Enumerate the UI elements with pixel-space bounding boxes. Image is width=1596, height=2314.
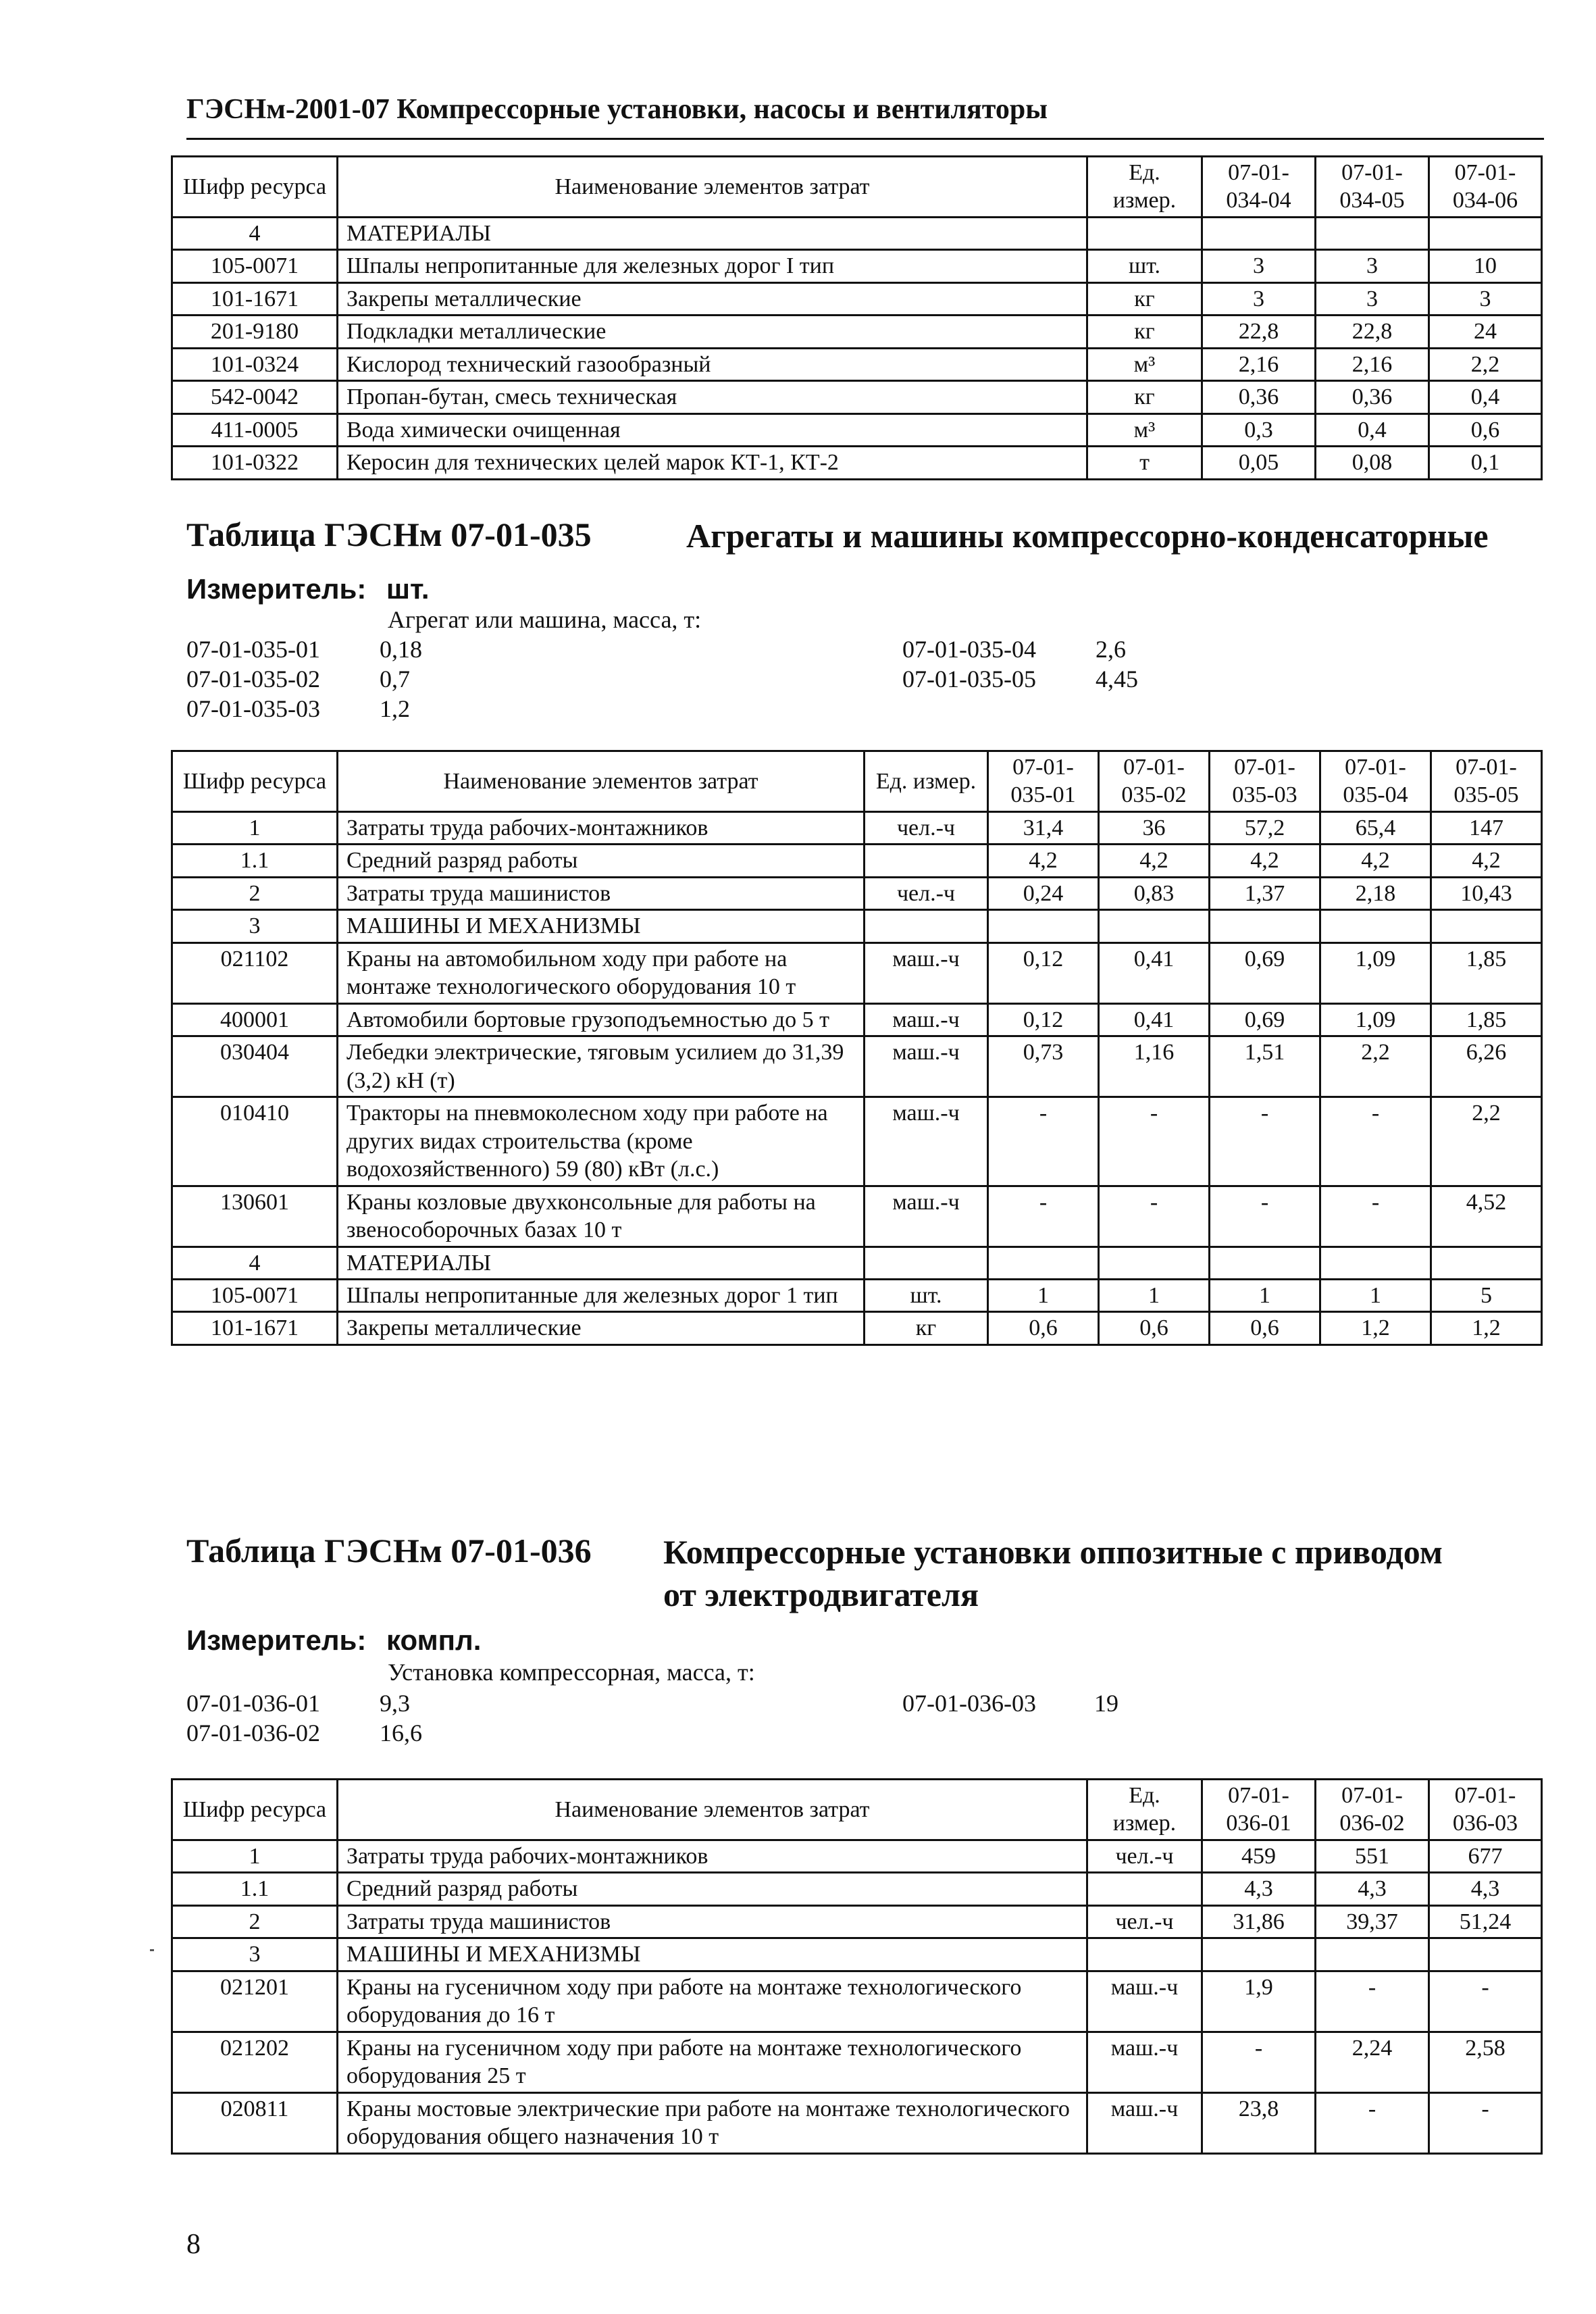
value-cell: 65,4 xyxy=(1320,811,1431,844)
value-cell: 2,24 xyxy=(1316,2032,1429,2092)
value-036-03: 19 xyxy=(1094,1690,1118,1717)
table-row xyxy=(172,1036,1542,1097)
value-cell: - xyxy=(1210,1097,1320,1186)
code-035-05: 07-01-035-05 xyxy=(902,665,1036,693)
unit-cell: маш.-ч xyxy=(865,1186,988,1247)
value-cell: 2,18 xyxy=(1320,877,1431,909)
value-cell: - xyxy=(1210,1186,1320,1247)
column-header: 07-01-035-05 xyxy=(1431,751,1542,812)
value-cell xyxy=(1429,1938,1542,1971)
cost-element-cell: МАТЕРИАЛЫ xyxy=(338,1247,865,1279)
resource-code-cell: 130601 xyxy=(172,1186,338,1247)
resource-table-034 xyxy=(171,155,1543,480)
unit-cell: маш.-ч xyxy=(1087,2032,1202,2092)
value-cell: - xyxy=(1099,1097,1210,1186)
value-cell: 3 xyxy=(1316,250,1429,282)
column-header: Ед. измер. xyxy=(1087,1780,1202,1840)
value-cell: 0,4 xyxy=(1316,413,1429,446)
unit-cell: маш.-ч xyxy=(865,1097,988,1186)
column-header: 07-01-036-02 xyxy=(1316,1780,1429,1840)
table-035-name: Агрегаты и машины компрессорно-конденсаторные xyxy=(686,517,1489,555)
unit-cell xyxy=(865,845,988,877)
value-cell: 3 xyxy=(1202,282,1316,315)
table-header-row xyxy=(172,1780,1542,1840)
value-cell: 5 xyxy=(1431,1279,1542,1311)
resource-code-cell: 400001 xyxy=(172,1003,338,1036)
unit-cell: кг xyxy=(865,1312,988,1344)
value-cell: 0,1 xyxy=(1429,447,1542,479)
value-036-01: 9,3 xyxy=(380,1690,410,1717)
table-row xyxy=(172,1971,1542,2032)
resource-code-cell: 542-0042 xyxy=(172,381,338,413)
value-cell: 4,2 xyxy=(988,845,1099,877)
value-cell: 3 xyxy=(1202,250,1316,282)
resource-code-cell: 101-1671 xyxy=(172,282,338,315)
value-cell: 4,2 xyxy=(1431,845,1542,877)
cost-element-cell: Затраты труда машинистов xyxy=(338,1905,1087,1938)
value-cell xyxy=(1316,1938,1429,1971)
value-cell: 459 xyxy=(1202,1840,1316,1872)
table-row xyxy=(172,1097,1542,1186)
resource-code-cell: 3 xyxy=(172,1938,338,1971)
table-036-name-line2: от электродвигателя xyxy=(663,1575,979,1613)
value-035-01: 0,18 xyxy=(380,636,422,663)
value-cell xyxy=(1099,1247,1210,1279)
measure-label: Измеритель: xyxy=(186,573,367,605)
table-header-row xyxy=(172,751,1542,812)
value-cell: - xyxy=(1429,1971,1542,2032)
value-cell: 2,58 xyxy=(1429,2032,1542,2092)
cost-element-cell: Пропан-бутан, смесь техническая xyxy=(338,381,1087,413)
value-cell: 1,16 xyxy=(1099,1036,1210,1097)
resource-code-cell: 1.1 xyxy=(172,845,338,877)
table-header-row xyxy=(172,157,1542,218)
cost-element-cell: МАШИНЫ И МЕХАНИЗМЫ xyxy=(338,1938,1087,1971)
resource-table-036 xyxy=(171,1778,1543,2155)
table-035-id: Таблица ГЭСНм 07-01-035 xyxy=(186,515,592,553)
table-row xyxy=(172,1279,1542,1311)
cost-element-cell: Вода химически очищенная xyxy=(338,413,1087,446)
value-cell: 0,41 xyxy=(1099,942,1210,1003)
cost-element-cell: Автомобили бортовые грузоподъемностью до 5 т xyxy=(338,1003,865,1036)
column-header: Шифр ресурса xyxy=(172,751,338,812)
value-cell: 51,24 xyxy=(1429,1905,1542,1938)
value-cell: 4,52 xyxy=(1431,1186,1542,1247)
value-cell xyxy=(1431,910,1542,942)
value-cell: - xyxy=(1320,1097,1431,1186)
table-row xyxy=(172,845,1542,877)
value-cell: 24 xyxy=(1429,316,1542,348)
value-cell: 2,16 xyxy=(1316,348,1429,380)
unit-cell xyxy=(865,1247,988,1279)
unit-cell: маш.-ч xyxy=(1087,2092,1202,2153)
value-cell: 1,85 xyxy=(1431,1003,1542,1036)
value-cell xyxy=(988,1247,1099,1279)
value-cell xyxy=(988,910,1099,942)
value-cell: - xyxy=(1429,2092,1542,2153)
value-cell xyxy=(1316,217,1429,249)
unit-cell: чел.-ч xyxy=(1087,1905,1202,1938)
resource-code-cell: 101-1671 xyxy=(172,1312,338,1344)
value-cell: 0,69 xyxy=(1210,1003,1320,1036)
cost-element-cell: Тракторы на пневмоколесном ходу при работе на других видах строительства (кроме водохозяйственного) 59 (80) кВт (л.с.) xyxy=(338,1097,865,1186)
value-cell xyxy=(1320,910,1431,942)
table-row xyxy=(172,217,1542,249)
value-cell: 39,37 xyxy=(1316,1905,1429,1938)
value-cell: 2,2 xyxy=(1429,348,1542,380)
table-036-name-line1: Компрессорные установки оппозитные с приводом xyxy=(663,1533,1443,1571)
resource-code-cell: 3 xyxy=(172,910,338,942)
value-cell: 10 xyxy=(1429,250,1542,282)
measure-value: компл. xyxy=(386,1624,482,1656)
value-cell xyxy=(1210,1247,1320,1279)
value-cell: 4,2 xyxy=(1210,845,1320,877)
column-header: 07-01-034-06 xyxy=(1429,157,1542,218)
cost-element-cell: Подкладки металлические xyxy=(338,316,1087,348)
mass-subtitle-036: Установка компрессорная, масса, т: xyxy=(388,1659,755,1686)
code-035-02: 07-01-035-02 xyxy=(186,665,320,693)
column-header: 07-01-035-04 xyxy=(1320,751,1431,812)
value-cell: 1,37 xyxy=(1210,877,1320,909)
value-cell: 31,86 xyxy=(1202,1905,1316,1938)
column-header: 07-01-035-02 xyxy=(1099,751,1210,812)
cost-element-cell: Закрепы металлические xyxy=(338,1312,865,1344)
value-cell: 0,36 xyxy=(1316,381,1429,413)
value-035-05: 4,45 xyxy=(1096,665,1138,693)
resource-code-cell: 4 xyxy=(172,217,338,249)
value-cell xyxy=(1210,910,1320,942)
code-035-04: 07-01-035-04 xyxy=(902,636,1036,663)
value-cell: 677 xyxy=(1429,1840,1542,1872)
cost-element-cell: Краны на гусеничном ходу при работе на монтаже технологического оборудования до 16 т xyxy=(338,1971,1087,2032)
code-036-02: 07-01-036-02 xyxy=(186,1719,320,1746)
measure-value: шт. xyxy=(386,573,430,605)
table-row xyxy=(172,1938,1542,1971)
table-row xyxy=(172,316,1542,348)
value-cell: 23,8 xyxy=(1202,2092,1316,2153)
value-cell: 1,85 xyxy=(1431,942,1542,1003)
code-036-03: 07-01-036-03 xyxy=(902,1690,1036,1717)
table-row xyxy=(172,1312,1542,1344)
code-036-01: 07-01-036-01 xyxy=(186,1690,320,1717)
unit-cell: м³ xyxy=(1087,413,1202,446)
value-cell: 22,8 xyxy=(1316,316,1429,348)
value-cell: 4,3 xyxy=(1429,1873,1542,1905)
value-cell: 4,3 xyxy=(1202,1873,1316,1905)
column-header: 07-01-036-01 xyxy=(1202,1780,1316,1840)
resource-code-cell: 1.1 xyxy=(172,1873,338,1905)
value-cell xyxy=(1099,910,1210,942)
table-036-id: Таблица ГЭСНм 07-01-036 xyxy=(186,1532,592,1569)
cost-element-cell: Краны на гусеничном ходу при работе на монтаже технологического оборудования 25 т xyxy=(338,2032,1087,2092)
unit-cell xyxy=(865,910,988,942)
resource-table-035 xyxy=(171,750,1543,1346)
cost-element-cell: Затраты труда машинистов xyxy=(338,877,865,909)
table-036-name xyxy=(663,1531,1443,1615)
cost-element-cell: Затраты труда рабочих-монтажников xyxy=(338,1840,1087,1872)
value-035-03: 1,2 xyxy=(380,695,410,722)
value-cell: 0,6 xyxy=(1099,1312,1210,1344)
column-header: 07-01-035-01 xyxy=(988,751,1099,812)
column-header: Наименование элементов затрат xyxy=(338,1780,1087,1840)
cost-element-cell: Закрепы металлические xyxy=(338,282,1087,315)
table-row xyxy=(172,1186,1542,1247)
table-row xyxy=(172,413,1542,446)
value-cell: 57,2 xyxy=(1210,811,1320,844)
resource-code-cell: 4 xyxy=(172,1247,338,1279)
value-cell: 0,73 xyxy=(988,1036,1099,1097)
unit-cell: маш.-ч xyxy=(865,942,988,1003)
unit-cell: м³ xyxy=(1087,348,1202,380)
unit-cell: кг xyxy=(1087,316,1202,348)
table-row xyxy=(172,1840,1542,1872)
table-row xyxy=(172,282,1542,315)
measure-036 xyxy=(186,1624,481,1657)
value-cell: 1,2 xyxy=(1320,1312,1431,1344)
unit-cell: маш.-ч xyxy=(865,1003,988,1036)
value-cell: 1 xyxy=(1320,1279,1431,1311)
value-cell: 36 xyxy=(1099,811,1210,844)
value-cell: 2,2 xyxy=(1431,1097,1542,1186)
value-cell: 31,4 xyxy=(988,811,1099,844)
value-cell xyxy=(1431,1247,1542,1279)
resource-code-cell: 1 xyxy=(172,811,338,844)
value-cell: 0,6 xyxy=(1210,1312,1320,1344)
value-036-02: 16,6 xyxy=(380,1719,422,1746)
resource-code-cell: 021202 xyxy=(172,2032,338,2092)
cost-element-cell: Лебедки электрические, тяговым усилием до 31,39 (3,2) кН (т) xyxy=(338,1036,865,1097)
resource-code-cell: 021201 xyxy=(172,1971,338,2032)
table-row xyxy=(172,1905,1542,1938)
value-cell: 2,2 xyxy=(1320,1036,1431,1097)
value-cell xyxy=(1320,1247,1431,1279)
value-cell: 1 xyxy=(988,1279,1099,1311)
value-cell: 1,09 xyxy=(1320,1003,1431,1036)
value-cell: 1 xyxy=(1210,1279,1320,1311)
value-cell: 0,6 xyxy=(988,1312,1099,1344)
value-cell: - xyxy=(988,1186,1099,1247)
value-cell: 0,83 xyxy=(1099,877,1210,909)
table-row xyxy=(172,381,1542,413)
cost-element-cell: Шпалы непропитанные для железных дорог I тип xyxy=(338,250,1087,282)
unit-cell: маш.-ч xyxy=(865,1036,988,1097)
column-header: Шифр ресурса xyxy=(172,157,338,218)
value-cell: - xyxy=(988,1097,1099,1186)
table-row xyxy=(172,877,1542,909)
value-cell: 3 xyxy=(1316,282,1429,315)
resource-code-cell: 020811 xyxy=(172,2092,338,2153)
value-cell: 0,12 xyxy=(988,942,1099,1003)
value-cell: 0,69 xyxy=(1210,942,1320,1003)
resource-code-cell: 2 xyxy=(172,1905,338,1938)
code-035-03: 07-01-035-03 xyxy=(186,695,320,722)
value-cell: 0,08 xyxy=(1316,447,1429,479)
value-cell: 0,05 xyxy=(1202,447,1316,479)
table-row xyxy=(172,2092,1542,2153)
unit-cell xyxy=(1087,217,1202,249)
mass-subtitle-035: Агрегат или машина, масса, т: xyxy=(388,606,702,633)
value-cell: - xyxy=(1316,2092,1429,2153)
unit-cell: чел.-ч xyxy=(865,811,988,844)
measure-035 xyxy=(186,573,430,605)
column-header: 07-01-036-03 xyxy=(1429,1780,1542,1840)
resource-code-cell: 101-0324 xyxy=(172,348,338,380)
code-035-01: 07-01-035-01 xyxy=(186,636,320,663)
value-cell: 1,9 xyxy=(1202,1971,1316,2032)
resource-code-cell: 021102 xyxy=(172,942,338,1003)
value-035-04: 2,6 xyxy=(1096,636,1126,663)
table-row xyxy=(172,447,1542,479)
unit-cell xyxy=(1087,1873,1202,1905)
value-cell xyxy=(1429,217,1542,249)
table-row xyxy=(172,910,1542,942)
resource-code-cell: 101-0322 xyxy=(172,447,338,479)
resource-code-cell: 201-9180 xyxy=(172,316,338,348)
value-cell: 4,2 xyxy=(1320,845,1431,877)
value-cell: 1,09 xyxy=(1320,942,1431,1003)
value-cell: 4,2 xyxy=(1099,845,1210,877)
table-row xyxy=(172,1873,1542,1905)
unit-cell: чел.-ч xyxy=(1087,1840,1202,1872)
unit-cell: чел.-ч xyxy=(865,877,988,909)
table-row xyxy=(172,811,1542,844)
page-number: 8 xyxy=(186,2229,201,2260)
value-cell: 10,43 xyxy=(1431,877,1542,909)
table-row xyxy=(172,942,1542,1003)
cost-element-cell: Шпалы непропитанные для железных дорог 1 тип xyxy=(338,1279,865,1311)
column-header: Наименование элементов затрат xyxy=(338,157,1087,218)
value-cell: 0,6 xyxy=(1429,413,1542,446)
value-cell: 4,3 xyxy=(1316,1873,1429,1905)
column-header: Ед. измер. xyxy=(1087,157,1202,218)
resource-code-cell: 030404 xyxy=(172,1036,338,1097)
unit-cell: кг xyxy=(1087,381,1202,413)
unit-cell xyxy=(1087,1938,1202,1971)
value-cell: 0,36 xyxy=(1202,381,1316,413)
value-cell: 1 xyxy=(1099,1279,1210,1311)
unit-cell: шт. xyxy=(1087,250,1202,282)
value-cell: 6,26 xyxy=(1431,1036,1542,1097)
column-header: 07-01-035-03 xyxy=(1210,751,1320,812)
table-row xyxy=(172,1247,1542,1279)
value-cell: - xyxy=(1316,1971,1429,2032)
value-cell: 0,41 xyxy=(1099,1003,1210,1036)
page-header: ГЭСНм-2001-07 Компрессорные установки, насосы и вентиляторы xyxy=(186,93,1544,140)
cost-element-cell: Затраты труда рабочих-монтажников xyxy=(338,811,865,844)
value-cell: 0,4 xyxy=(1429,381,1542,413)
value-cell: 22,8 xyxy=(1202,316,1316,348)
unit-cell: шт. xyxy=(865,1279,988,1311)
cost-element-cell: Керосин для технических целей марок КТ-1, КТ-2 xyxy=(338,447,1087,479)
scan-mark xyxy=(150,1949,154,1951)
value-cell xyxy=(1202,1938,1316,1971)
resource-code-cell: 411-0005 xyxy=(172,413,338,446)
value-cell: 3 xyxy=(1429,282,1542,315)
unit-cell: маш.-ч xyxy=(1087,1971,1202,2032)
resource-code-cell: 105-0071 xyxy=(172,250,338,282)
value-cell: - xyxy=(1202,2032,1316,2092)
cost-element-cell: МАТЕРИАЛЫ xyxy=(338,217,1087,249)
cost-element-cell: Краны мостовые электрические при работе на монтаже технологического оборудования общего назначения 10 т xyxy=(338,2092,1087,2153)
value-cell: 0,12 xyxy=(988,1003,1099,1036)
value-035-02: 0,7 xyxy=(380,665,410,693)
column-header: Наименование элементов затрат xyxy=(338,751,865,812)
cost-element-cell: Кислород технический газообразный xyxy=(338,348,1087,380)
resource-code-cell: 1 xyxy=(172,1840,338,1872)
value-cell xyxy=(1202,217,1316,249)
resource-code-cell: 2 xyxy=(172,877,338,909)
resource-code-cell: 105-0071 xyxy=(172,1279,338,1311)
value-cell: 551 xyxy=(1316,1840,1429,1872)
value-cell: 0,3 xyxy=(1202,413,1316,446)
cost-element-cell: Краны на автомобильном ходу при работе на монтаже технологического оборудования 10 т xyxy=(338,942,865,1003)
table-row xyxy=(172,250,1542,282)
cost-element-cell: МАШИНЫ И МЕХАНИЗМЫ xyxy=(338,910,865,942)
value-cell: 2,16 xyxy=(1202,348,1316,380)
value-cell: - xyxy=(1099,1186,1210,1247)
column-header: 07-01-034-05 xyxy=(1316,157,1429,218)
value-cell: - xyxy=(1320,1186,1431,1247)
table-row xyxy=(172,348,1542,380)
table-row xyxy=(172,2032,1542,2092)
column-header: Шифр ресурса xyxy=(172,1780,338,1840)
unit-cell: т xyxy=(1087,447,1202,479)
value-cell: 0,24 xyxy=(988,877,1099,909)
unit-cell: кг xyxy=(1087,282,1202,315)
value-cell: 1,51 xyxy=(1210,1036,1320,1097)
resource-code-cell: 010410 xyxy=(172,1097,338,1186)
value-cell: 147 xyxy=(1431,811,1542,844)
column-header: 07-01-034-04 xyxy=(1202,157,1316,218)
cost-element-cell: Средний разряд работы xyxy=(338,1873,1087,1905)
value-cell: 1,2 xyxy=(1431,1312,1542,1344)
cost-element-cell: Средний разряд работы xyxy=(338,845,865,877)
table-row xyxy=(172,1003,1542,1036)
cost-element-cell: Краны козловые двухконсольные для работы на звенособорочных базах 10 т xyxy=(338,1186,865,1247)
measure-label: Измеритель: xyxy=(186,1624,367,1656)
column-header: Ед. измер. xyxy=(865,751,988,812)
